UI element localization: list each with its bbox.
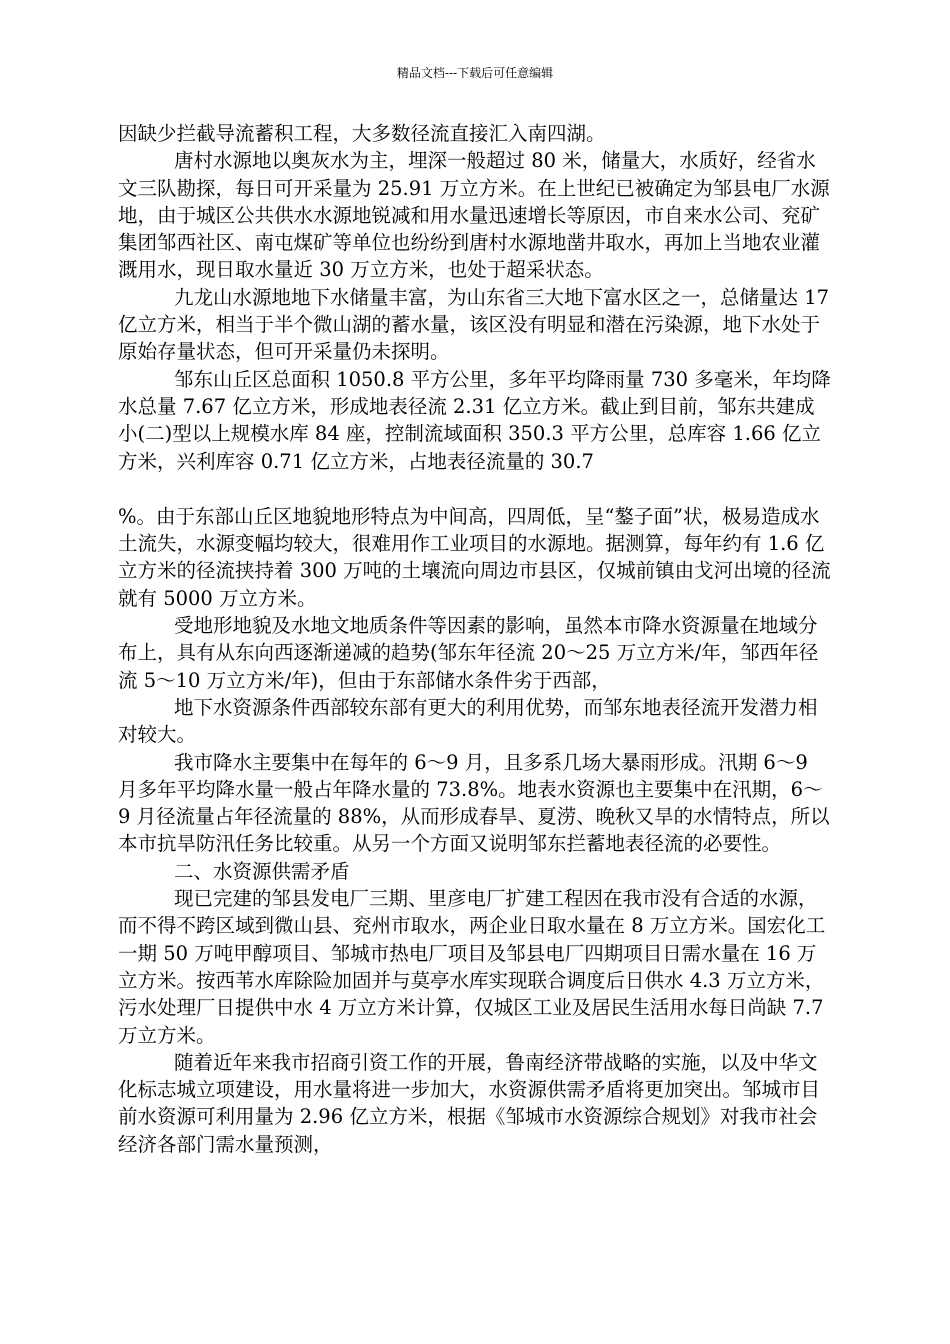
page-header: 精品文档---下载后可任意编辑 bbox=[396, 66, 554, 80]
paragraph-2: 唐村水源地以奥灰水为主，埋深一般超过 80 米，储量大，水质好，经省水文三队勘探，每日可开采量为 25.91 万立方米。在上世纪已被确定为邹县电厂水源地，由于城区公共供水水源地锐减和用水量迅速增长等原因，市自来水公司、兖矿集团邹西社区、南屯煤矿等单位也纷纷到唐村水源地凿井取水，再加上当地农业灌溉用水，现日取水量近 30 万立方米，也处于超采状态。 bbox=[118, 149, 830, 282]
paragraph-4: 邹东山丘区总面积 1050.8 平方公里，多年平均降雨量 730 多毫米，年均降水总量 7.67 亿立方米，形成地表径流 2.31 亿立方米。截止到目前，邹东共建成小(二)型以上规模水库 84 座，控制流域面积 350.3 平方公里，总库容 1.66 亿立方米，兴利库容 0.71 亿立方米，占地表径流量的 30.7 bbox=[118, 367, 831, 473]
paragraph-7: 地下水资源条件西部较东部有更大的利用优势，而邹东地表径流开发潜力相对较大。 bbox=[118, 695, 818, 747]
paragraph-10: 现已完建的邹县发电厂三期、里彦电厂扩建工程因在我市没有合适的水源，而不得不跨区域到微山县、兖州市取水，两企业日取水量在 8 万立方米。国宏化工一期 50 万吨甲醇项目、邹城市热电厂项目及邹县电厂四期项目日需水量在 16 万立方米。按西苇水库除险加固并与莫亭水库实现联合调度后日供水 4.3 万立方米，污水处理厂日提供中水 4 万立方米计算，仅城区工业及居民生活用水每日尚缺 7.7 万立方米。 bbox=[118, 887, 826, 1047]
paragraph-1: 因缺少拦截导流蓄积工程，大多数径流直接汇入南四湖。 bbox=[118, 122, 606, 145]
document-body bbox=[118, 120, 832, 1158]
paragraph-11: 随着近年来我市招商引资工作的开展，鲁南经济带战略的实施，以及中华文化标志城立项建设，用水量将进一步加大，水资源供需矛盾将更加突出。邹城市目前水资源可利用量为 2.96 亿立方米，根据《邹城市水资源综合规划》对我市社会经济各部门需水量预测， bbox=[118, 1050, 821, 1156]
paragraph-3: 九龙山水源地地下水储量丰富，为山东省三大地下富水区之一，总储量达 17 亿立方米，相当于半个微山湖的蓄水量，该区没有明显和潜在污染源，地下水处于原始存量状态，但可开采量仍未探明。 bbox=[118, 285, 830, 364]
paragraph-gap bbox=[118, 475, 832, 503]
paragraph-6: 受地形地貌及水地文地质条件等因素的影响，虽然本市降水资源量在地域分布上，具有从东向西逐渐递减的趋势(邹东年径流 20～25 万立方米/年，邹西年径流 5～10 万立方米/年)，但由于东部储水条件劣于西部， bbox=[118, 614, 819, 692]
paragraph-5: %。由于东部山丘区地貌地形特点为中间高，四周低，呈“鏊子面”状，极易造成水土流失，水源变幅均较大，很难用作工业项目的水源地。据测算，每年约有 1.6 亿立方米的径流挟持着 300 万吨的土壤流向周边市县区，仅城前镇由戈河出境的径流就有 5000 万立方米。 bbox=[118, 504, 831, 610]
paragraph-8: 我市降水主要集中在每年的 6～9 月，且多系几场大暴雨形成。汛期 6～9 月多年平均降水量一般占年降水量的 73.8%。地表水资源也主要集中在汛期，6～9 月径流量占年径流量的 88%，从而形成春旱、夏涝、晚秋又旱的水情特点，所以本市抗旱防汛任务比较重。从另一个方面又说明邹东拦蓄地表径流的必要性。 bbox=[118, 750, 830, 856]
section-heading: 二、水资源供需矛盾 bbox=[174, 859, 350, 883]
